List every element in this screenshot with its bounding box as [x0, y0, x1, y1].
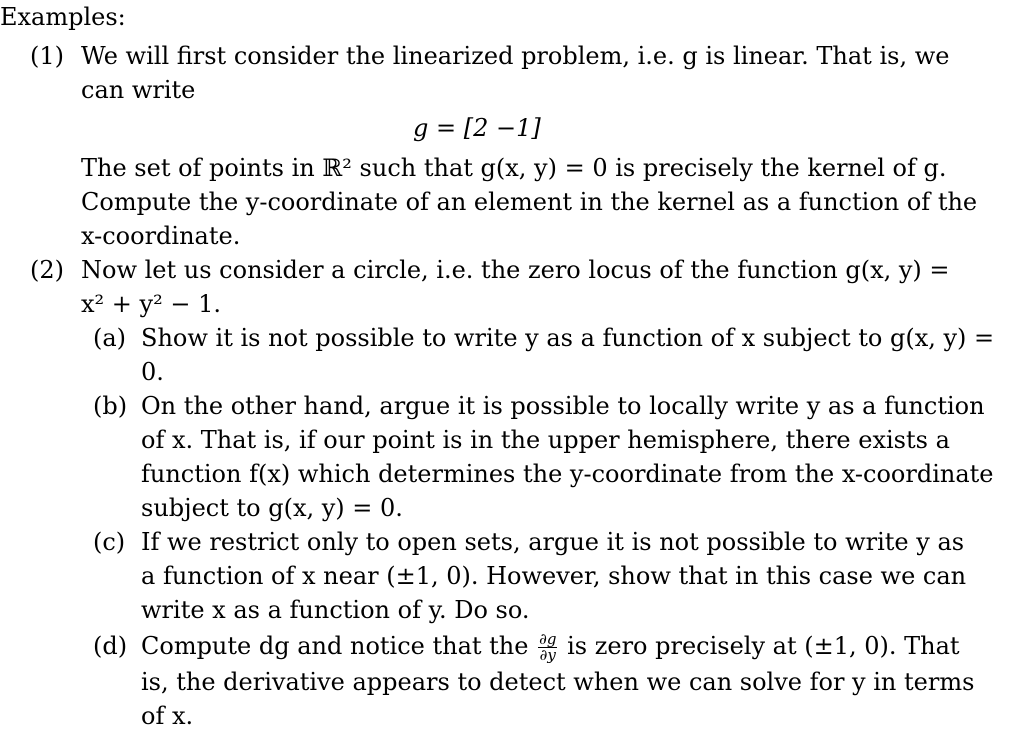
item-2-marker: (2) — [30, 256, 64, 284]
item-2c-marker: (c) — [93, 528, 126, 556]
item-2b-line-4: subject to g(x, y) = 0. — [141, 494, 403, 522]
item-2a-line-1: Show it is not possible to write y as a function of x subject to g(x, y) = — [141, 324, 995, 352]
item-2a-marker: (a) — [93, 324, 127, 352]
fraction-denominator: ∂y — [539, 646, 556, 664]
item-2d-line-2: is, the derivative appears to detect when we can solve for y in terms — [141, 668, 975, 696]
item-1-marker: (1) — [30, 42, 64, 70]
item-2c-line-1: If we restrict only to open sets, argue it is not possible to write y as — [141, 528, 965, 556]
fraction-numerator: ∂g — [539, 630, 557, 648]
item-1-line-4: Compute the y-coordinate of an element in the kernel as a function of the — [81, 188, 978, 216]
item-2-line-2: x² + y² − 1. — [81, 290, 221, 318]
item-2b-line-3: function f(x) which determines the y-coordinate from the x-coordinate — [141, 460, 994, 488]
item-1-line-2: can write — [81, 76, 196, 104]
item-2d-line-3: of x. — [141, 702, 194, 730]
item-2-line-1: Now let us consider a circle, i.e. the zero locus of the function g(x, y) = — [81, 256, 950, 284]
item-2c-line-3: write x as a function of y. Do so. — [141, 596, 530, 624]
item-1-line-3: The set of points in ℝ² such that g(x, y) = 0 is precisely the kernel of g. — [81, 154, 947, 182]
item-2d-line-1-start: Compute dg and notice that the — [141, 632, 529, 660]
item-1-line-5: x-coordinate. — [81, 222, 241, 250]
partial-derivative-fraction — [538, 632, 557, 663]
item-2d-line-1-end: is zero precisely at (±1, 0). That — [567, 632, 960, 660]
item-2d-marker: (d) — [93, 632, 128, 660]
item-2c-line-2: a function of x near (±1, 0). However, show that in this case we can — [141, 562, 967, 590]
item-2b-line-2: of x. That is, if our point is in the upper hemisphere, there exists a — [141, 426, 950, 454]
item-2b-line-1: On the other hand, argue it is possible to locally write y as a function — [141, 392, 985, 420]
item-2a-line-2: 0. — [141, 358, 164, 386]
examples-heading: Examples: — [0, 3, 126, 31]
item-2b-marker: (b) — [93, 392, 128, 420]
item-1-line-1: We will first consider the linearized problem, i.e. g is linear. That is, we — [81, 42, 950, 70]
matrix-equation: g = [2 −1] — [413, 114, 541, 142]
item-2d-line-1 — [141, 629, 960, 663]
